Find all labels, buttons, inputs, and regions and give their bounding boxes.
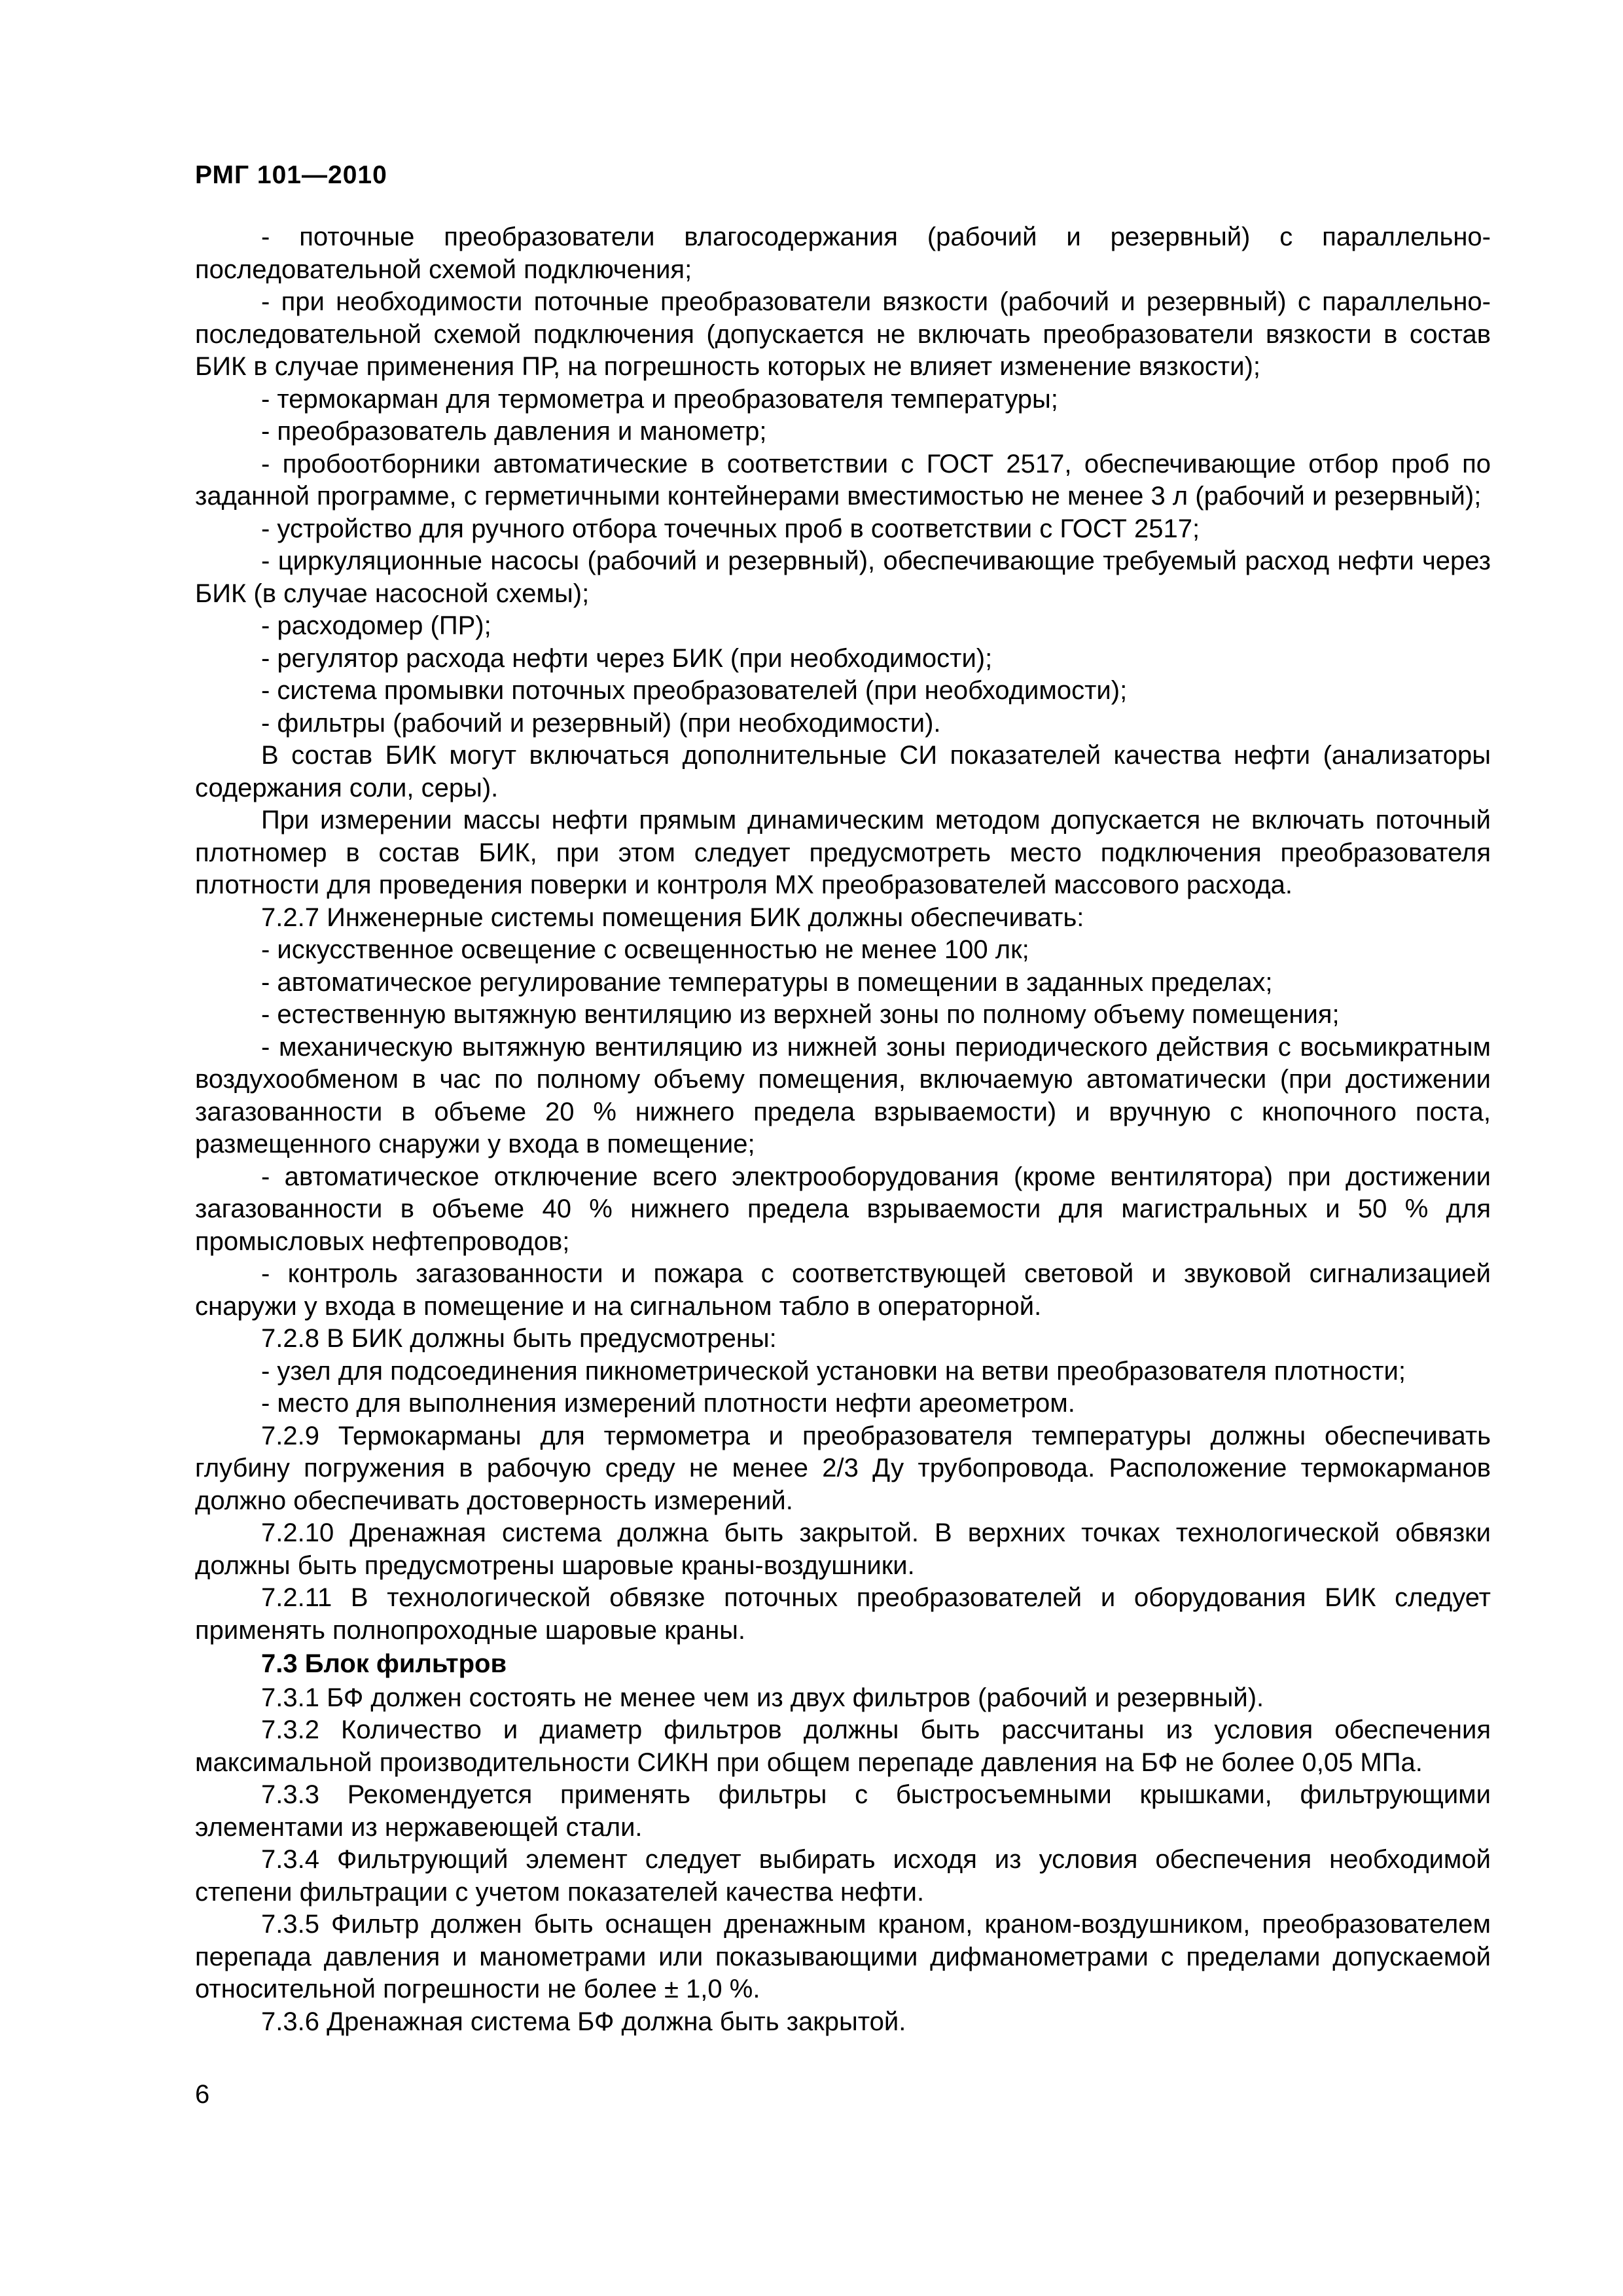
paragraph: - термокарман для термометра и преобразователя температуры; xyxy=(261,384,1058,414)
paragraph: 7.3.2 Количество и диаметр фильтров должны быть рассчитаны из условия обеспечения максимальной производительности СИКН при общем перепаде давления на БФ не более 0,05 МПа. xyxy=(195,1715,1491,1777)
paragraph: - при необходимости поточные преобразователи вязкости (рабочий и резервный) с параллельно-последовательной схемой подключения (допускается не включать преобразователи вязкости в состав БИК в случае применения ПР, на погрешность которых не влияет изменение вязкости); xyxy=(195,287,1491,381)
paragraph: - автоматическое регулирование температуры в помещении в заданных пределах; xyxy=(261,967,1273,997)
paragraph: 7.3.1 БФ должен состоять не менее чем из двух фильтров (рабочий и резервный). xyxy=(261,1683,1264,1712)
body-text xyxy=(195,221,1491,2038)
paragraph: - преобразователь давления и манометр; xyxy=(261,417,767,446)
page-number: 6 xyxy=(195,2080,210,2109)
paragraph: - искусственное освещение с освещенностью не менее 100 лк; xyxy=(261,935,1029,964)
paragraph: 7.2.9 Термокарманы для термометра и преобразователя температуры должны обеспечивать глубину погружения в рабочую среду не менее 2/3 Ду трубопровода. Расположение термокарманов должно обеспечивать достоверность измерений. xyxy=(195,1421,1491,1515)
paragraph: - место для выполнения измерений плотности нефти ареометром. xyxy=(261,1389,1075,1418)
paragraph: - механическую вытяжную вентиляцию из нижней зоны периодического действия с восьмикратным воздухообменом в час по полному объему помещения, включаемую автоматически (при достижении загазованности в объеме 20 % нижнего предела взрываемости) и вручную с кнопочного поста, размещенного снаружи у входа в помещение; xyxy=(195,1032,1491,1158)
paragraph: 7.3.6 Дренажная система БФ должна быть закрытой. xyxy=(261,2007,906,2036)
paragraph: 7.3.5 Фильтр должен быть оснащен дренажным краном, краном-воздушником, преобразователем перепада давления и манометрами или показывающими дифманометрами с пределами допускаемой относительной погрешности не более ± 1,0 %. xyxy=(195,1910,1491,2003)
paragraph: - циркуляционные насосы (рабочий и резервный), обеспечивающие требуемый расход нефти через БИК (в случае насосной схемы); xyxy=(195,547,1491,608)
section-heading: 7.3 Блок фильтров xyxy=(261,1649,507,1678)
document-header: РМГ 101—2010 xyxy=(195,161,387,189)
paragraph: - узел для подсоединения пикнометрической установки на ветви преобразователя плотности; xyxy=(261,1356,1406,1386)
paragraph: В состав БИК могут включаться дополнительные СИ показателей качества нефти (анализаторы содержания соли, серы). xyxy=(195,741,1491,802)
paragraph: - регулятор расхода нефти через БИК (при необходимости); xyxy=(261,643,993,673)
paragraph: - расходомер (ПР); xyxy=(261,611,491,640)
paragraph: - контроль загазованности и пожара с соответствующей световой и звуковой сигнализацией снаружи у входа в помещение и на сигнальном табло в операторной. xyxy=(195,1259,1491,1321)
paragraph: - естественную вытяжную вентиляцию из верхней зоны по полному объему помещения; xyxy=(261,1000,1340,1029)
paragraph: При измерении массы нефти прямым динамическим методом допускается не включать поточный плотномер в состав БИК, при этом следует предусмотреть место подключения преобразователя плотности для проведения поверки и контроля МХ преобразователей массового расхода. xyxy=(195,806,1491,899)
paragraph: 7.2.10 Дренажная система должна быть закрытой. В верхних точках технологической обвязки должны быть предусмотрены шаровые краны-воздушники. xyxy=(195,1518,1491,1580)
paragraph: 7.3.3 Рекомендуется применять фильтры с быстросъемными крышками, фильтрующими элементами из нержавеющей стали. xyxy=(195,1780,1491,1842)
paragraph: - фильтры (рабочий и резервный) (при необходимости). xyxy=(261,708,941,738)
paragraph: 7.2.11 В технологической обвязке поточных преобразователей и оборудования БИК следует применять полнопроходные шаровые краны. xyxy=(195,1583,1491,1645)
paragraph: - автоматическое отключение всего электрооборудования (кроме вентилятора) при достижении загазованности в объеме 40 % нижнего предела взрываемости для магистральных и 50 % для промысловых нефтепроводов; xyxy=(195,1162,1491,1256)
paragraph: - поточные преобразователи влагосодержания (рабочий и резервный) с параллельно-последовательной схемой подключения; xyxy=(195,223,1491,284)
paragraph: 7.2.8 В БИК должны быть предусмотрены: xyxy=(261,1324,777,1353)
paragraph: - система промывки поточных преобразователей (при необходимости); xyxy=(261,676,1128,705)
paragraph: 7.3.4 Фильтрующий элемент следует выбирать исходя из условия обеспечения необходимой степени фильтрации с учетом показателей качества нефти. xyxy=(195,1845,1491,1907)
paragraph: - устройство для ручного отбора точечных проб в соответствии с ГОСТ 2517; xyxy=(261,514,1200,543)
paragraph: 7.2.7 Инженерные системы помещения БИК должны обеспечивать: xyxy=(261,903,1084,932)
paragraph: - пробоотборники автоматические в соответствии с ГОСТ 2517, обеспечивающие отбор проб по заданной программе, с герметичными контейнерами вместимостью не менее 3 л (рабочий и резервный); xyxy=(195,449,1491,511)
